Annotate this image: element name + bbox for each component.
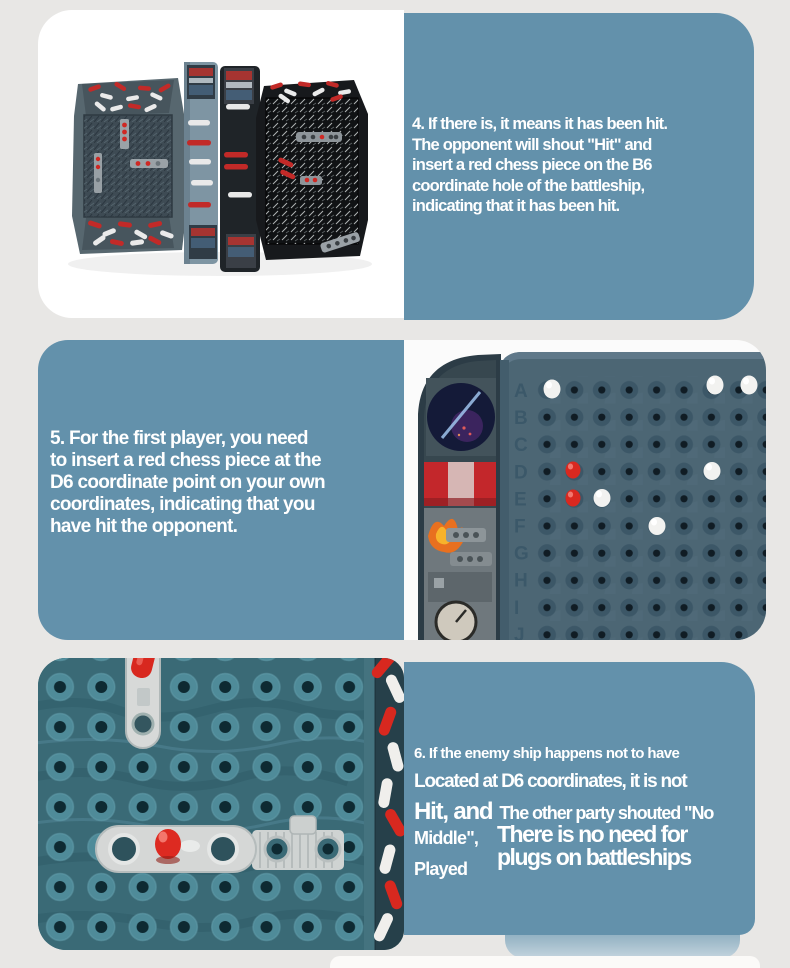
peg-tray-right — [364, 658, 404, 950]
flip-panel-blue — [184, 62, 218, 264]
text-line: plugs on battleships — [497, 844, 691, 870]
upright-pegboard — [500, 352, 766, 640]
text-line: 5. For the first player, you need — [50, 428, 308, 449]
board-row-label: B — [514, 408, 528, 430]
red-peg — [155, 829, 181, 864]
text-line: 4. If there is, it means it has been hit. — [412, 115, 668, 133]
board-row-label: E — [514, 489, 527, 511]
board-row-label: G — [514, 543, 529, 565]
open-game-box-photo-card — [38, 10, 404, 318]
step6-text-box — [404, 662, 755, 935]
pegboard-closeup-photo-card — [38, 658, 404, 950]
text-line: There is no need for — [497, 821, 687, 847]
board-row-label: J — [514, 624, 525, 640]
text-line: coordinate hole of the battleship, — [412, 176, 645, 195]
step5-text-box — [38, 340, 404, 640]
step6-medium-fragment: The other party shouted "No — [499, 803, 714, 823]
step6-big-text — [497, 823, 691, 869]
open-game-box-photo — [38, 10, 404, 318]
text-line: The opponent will shout "Hit" and — [412, 135, 652, 154]
text-line: D6 coordinate point on your own — [50, 472, 325, 493]
step4-text-box — [404, 13, 754, 320]
board-row-label: I — [514, 597, 520, 619]
board-row-label: A — [514, 381, 528, 402]
board-row-label: H — [514, 570, 528, 592]
text-line: indicating that it has been hit. — [412, 197, 620, 215]
board-row-label: F — [514, 516, 526, 538]
player-board-left — [72, 78, 186, 254]
text-line: coordinates, indicating that you — [50, 494, 315, 515]
step6-left-fragment: Middle", — [414, 828, 479, 848]
box-lid-artwork — [418, 354, 502, 640]
text-line: to insert a red chess piece at the — [50, 450, 321, 471]
next-section-peek — [330, 956, 760, 968]
step6-line-small: 6. If the enemy ship happens not to have — [414, 745, 680, 762]
step6-line-medium: Located at D6 coordinates, it is not — [414, 771, 687, 792]
text-line: have hit the opponent. — [50, 516, 238, 537]
flip-panel-black — [220, 66, 260, 272]
pegboard-closeup-photo — [38, 658, 404, 950]
step6-left-fragment: Played — [414, 859, 468, 879]
upright-board-photo-card — [404, 340, 766, 640]
player-board-right — [256, 80, 368, 260]
step4-text — [412, 114, 667, 217]
upright-board-photo — [404, 340, 766, 640]
white-ship-piece-vertical — [126, 658, 160, 748]
board-row-label: D — [514, 462, 528, 484]
step5-text — [50, 428, 325, 538]
step6-big-fragment: Hit, and — [414, 798, 493, 825]
board-row-label: C — [514, 435, 528, 457]
text-line: insert a red chess piece on the B6 — [412, 156, 652, 174]
